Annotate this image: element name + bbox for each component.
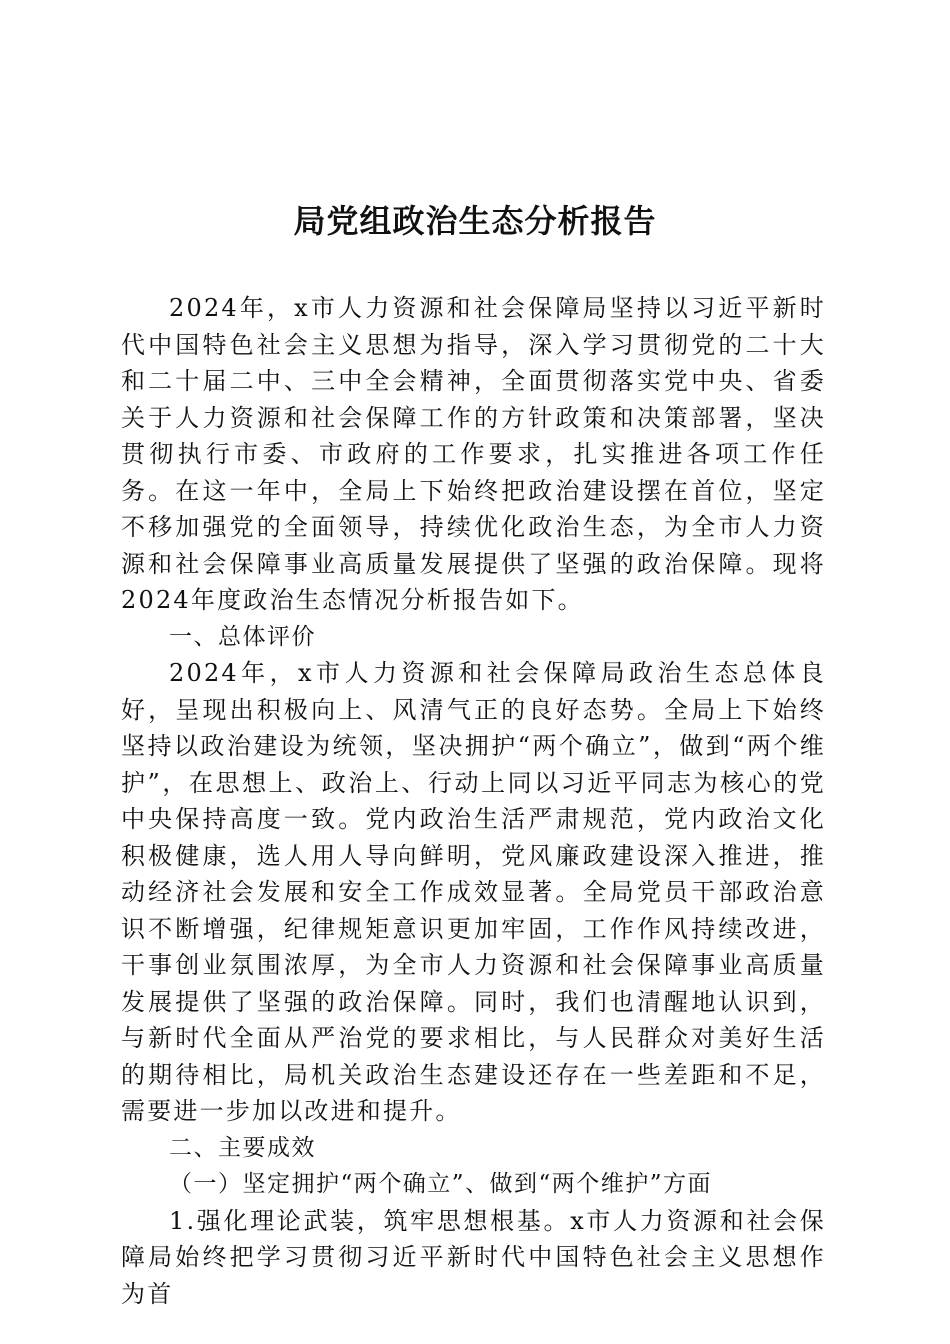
- overall-evaluation-paragraph: 2024年，x市人力资源和社会保障局政治生态总体良好，呈现出积极向上、风清气正的良好态势。全局上下始终坚持以政治建设为统领，坚决拥护“两个确立”，做到“两个维护”，在思想上、政治上、行动上同以习近平同志为核心的党中央保持高度一致。党内政治生活严肃规范，党内政治文化积极健康，选人用人导向鲜明，党风廉政建设深入推进，推动经济社会发展和安全工作成效显著。全局党员干部政治意识不断增强，纪律规矩意识更加牢固，工作作风持续改进，干事创业氛围浓厚，为全市人力资源和社会保障事业高质量发展提供了坚强的政治保障。同时，我们也清醒地认识到，与新时代全面从严治党的要求相比，与人民群众对美好生活的期待相比，局机关政治生态建设还存在一些差距和不足，需要进一步加以改进和提升。: [121, 659, 826, 1125]
- section-heading-main-achievements: 二、主要成效: [169, 1134, 316, 1161]
- subsection-heading-two-establishments: （一）坚定拥护“两个确立”、做到“两个维护”方面: [169, 1171, 713, 1197]
- intro-paragraph: 2024年，x市人力资源和社会保障局坚持以习近平新时代中国特色社会主义思想为指导，深入学习贯彻党的二十大和二十届二中、三中全会精神，全面贯彻落实党中央、省委关于人力资源和社会保障工作的方针政策和决策部署，坚决贯彻执行市委、市政府的工作要求，扎实推进各项工作任务。在这一年中，全局上下始终把政治建设摆在首位，坚定不移加强党的全面领导，持续优化政治生态，为全市人力资源和社会保障事业高质量发展提供了坚强的政治保障。现将2024年度政治生态情况分析报告如下。: [121, 294, 826, 614]
- section-heading-overall-evaluation: 一、总体评价: [169, 623, 316, 650]
- document-body: [121, 290, 826, 1312]
- item-paragraph-theory: 1.强化理论武装，筑牢思想根基。x市人力资源和社会保障局始终把学习贯彻习近平新时代中国特色社会主义思想作为首: [121, 1206, 826, 1308]
- document-title: 局党组政治生态分析报告: [293, 202, 657, 240]
